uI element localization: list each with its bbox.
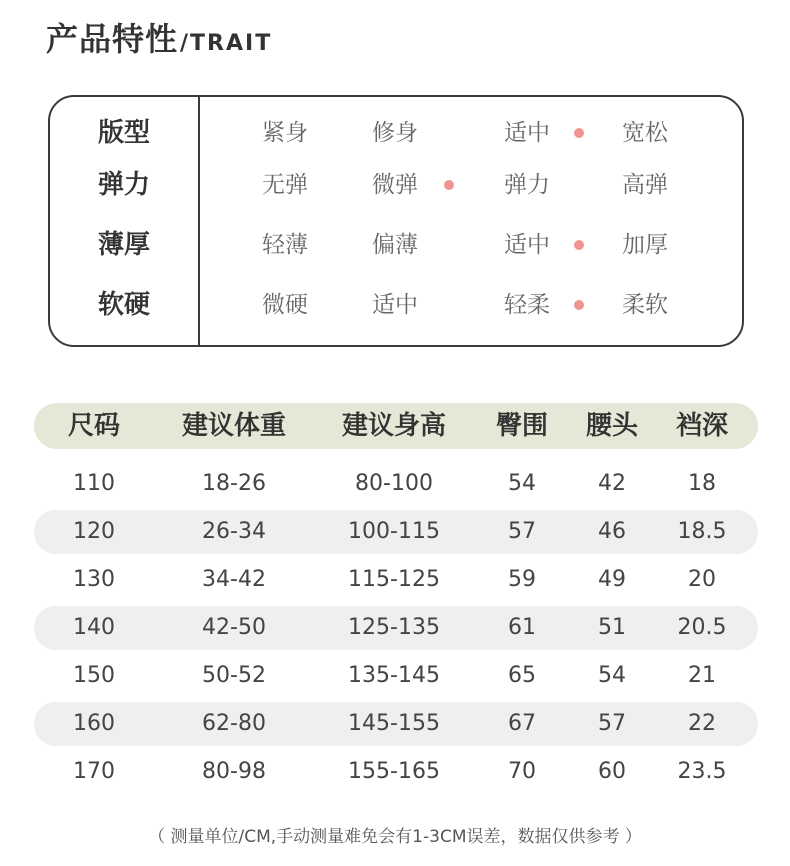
trait-option: 适中 [504, 120, 550, 146]
table-cell: 62-80 [202, 711, 266, 736]
table-cell: 120 [73, 519, 115, 544]
column-header: 臀围 [495, 411, 549, 441]
table-cell: 23.5 [677, 759, 727, 784]
column-header: 建议体重 [181, 411, 287, 441]
trait-option: 紧身 [262, 120, 308, 146]
table-row [34, 702, 758, 746]
selected-dot-icon [574, 240, 584, 250]
table-cell: 160 [73, 711, 115, 736]
table-cell: 80-98 [202, 759, 266, 784]
trait-option: 修身 [372, 120, 418, 146]
trait-option: 无弹 [262, 172, 308, 198]
table-cell: 59 [508, 567, 536, 592]
table-cell: 115-125 [348, 567, 440, 592]
trait-row [50, 285, 742, 325]
table-cell: 54 [598, 663, 626, 688]
table-cell: 20.5 [677, 615, 727, 640]
table-cell: 21 [688, 663, 716, 688]
trait-option: 微硬 [262, 292, 308, 318]
trait-label: 版型 [97, 118, 150, 148]
section-title-en: /TRAIT [180, 31, 273, 56]
table-cell: 70 [508, 759, 536, 784]
table-cell: 110 [73, 471, 115, 496]
column-header: 建议身高 [341, 411, 447, 441]
table-cell: 57 [598, 711, 626, 736]
trait-option: 轻柔 [504, 292, 550, 318]
table-cell: 54 [508, 471, 536, 496]
trait-option: 微弹 [372, 172, 418, 198]
table-row [34, 654, 758, 698]
column-header: 尺码 [67, 411, 121, 441]
selected-dot-icon [574, 300, 584, 310]
table-cell: 150 [73, 663, 115, 688]
trait-label: 软硬 [97, 290, 150, 320]
trait-option: 高弹 [622, 172, 668, 198]
table-cell: 57 [508, 519, 536, 544]
trait-option: 弹力 [504, 172, 550, 198]
trait-option: 偏薄 [372, 232, 418, 258]
table-row [34, 558, 758, 602]
trait-option: 加厚 [622, 232, 668, 258]
section-title [46, 14, 272, 60]
size-table-header [34, 403, 758, 449]
trait-option: 适中 [504, 232, 550, 258]
column-header: 腰头 [585, 411, 639, 441]
table-cell: 125-135 [348, 615, 440, 640]
section-title-cn: 产品特性 [46, 20, 179, 58]
table-cell: 130 [73, 567, 115, 592]
column-header: 裆深 [675, 411, 729, 441]
table-cell: 49 [598, 567, 626, 592]
table-cell: 80-100 [355, 471, 433, 496]
table-cell: 145-155 [348, 711, 440, 736]
table-cell: 22 [688, 711, 716, 736]
table-cell: 140 [73, 615, 115, 640]
trait-option: 轻薄 [262, 232, 308, 258]
trait-label: 弹力 [97, 170, 150, 200]
trait-row [50, 113, 742, 153]
trait-row [50, 225, 742, 265]
table-cell: 170 [73, 759, 115, 784]
selected-dot-icon [444, 180, 454, 190]
table-cell: 26-34 [202, 519, 266, 544]
table-row [34, 462, 758, 506]
trait-option: 柔软 [622, 292, 668, 318]
table-row [34, 606, 758, 650]
measurement-note: （ 测量单位/CM,手动测量难免会有1-3CM误差，数据仅供参考 ） [148, 827, 642, 847]
table-cell: 20 [688, 567, 716, 592]
table-cell: 65 [508, 663, 536, 688]
table-cell: 34-42 [202, 567, 266, 592]
selected-dot-icon [574, 128, 584, 138]
trait-panel [48, 95, 744, 347]
table-cell: 67 [508, 711, 536, 736]
trait-option: 宽松 [622, 120, 668, 146]
table-cell: 18.5 [677, 519, 727, 544]
table-row [34, 750, 758, 794]
table-cell: 60 [598, 759, 626, 784]
table-row [34, 510, 758, 554]
table-cell: 51 [598, 615, 626, 640]
table-cell: 42-50 [202, 615, 266, 640]
table-cell: 42 [598, 471, 626, 496]
table-cell: 18-26 [202, 471, 266, 496]
trait-option: 适中 [372, 292, 418, 318]
table-cell: 61 [508, 615, 536, 640]
table-cell: 155-165 [348, 759, 440, 784]
table-cell: 50-52 [202, 663, 266, 688]
table-cell: 100-115 [348, 519, 440, 544]
table-cell: 46 [598, 519, 626, 544]
table-cell: 135-145 [348, 663, 440, 688]
trait-label: 薄厚 [97, 230, 150, 260]
trait-row [50, 165, 742, 205]
table-cell: 18 [688, 471, 716, 496]
